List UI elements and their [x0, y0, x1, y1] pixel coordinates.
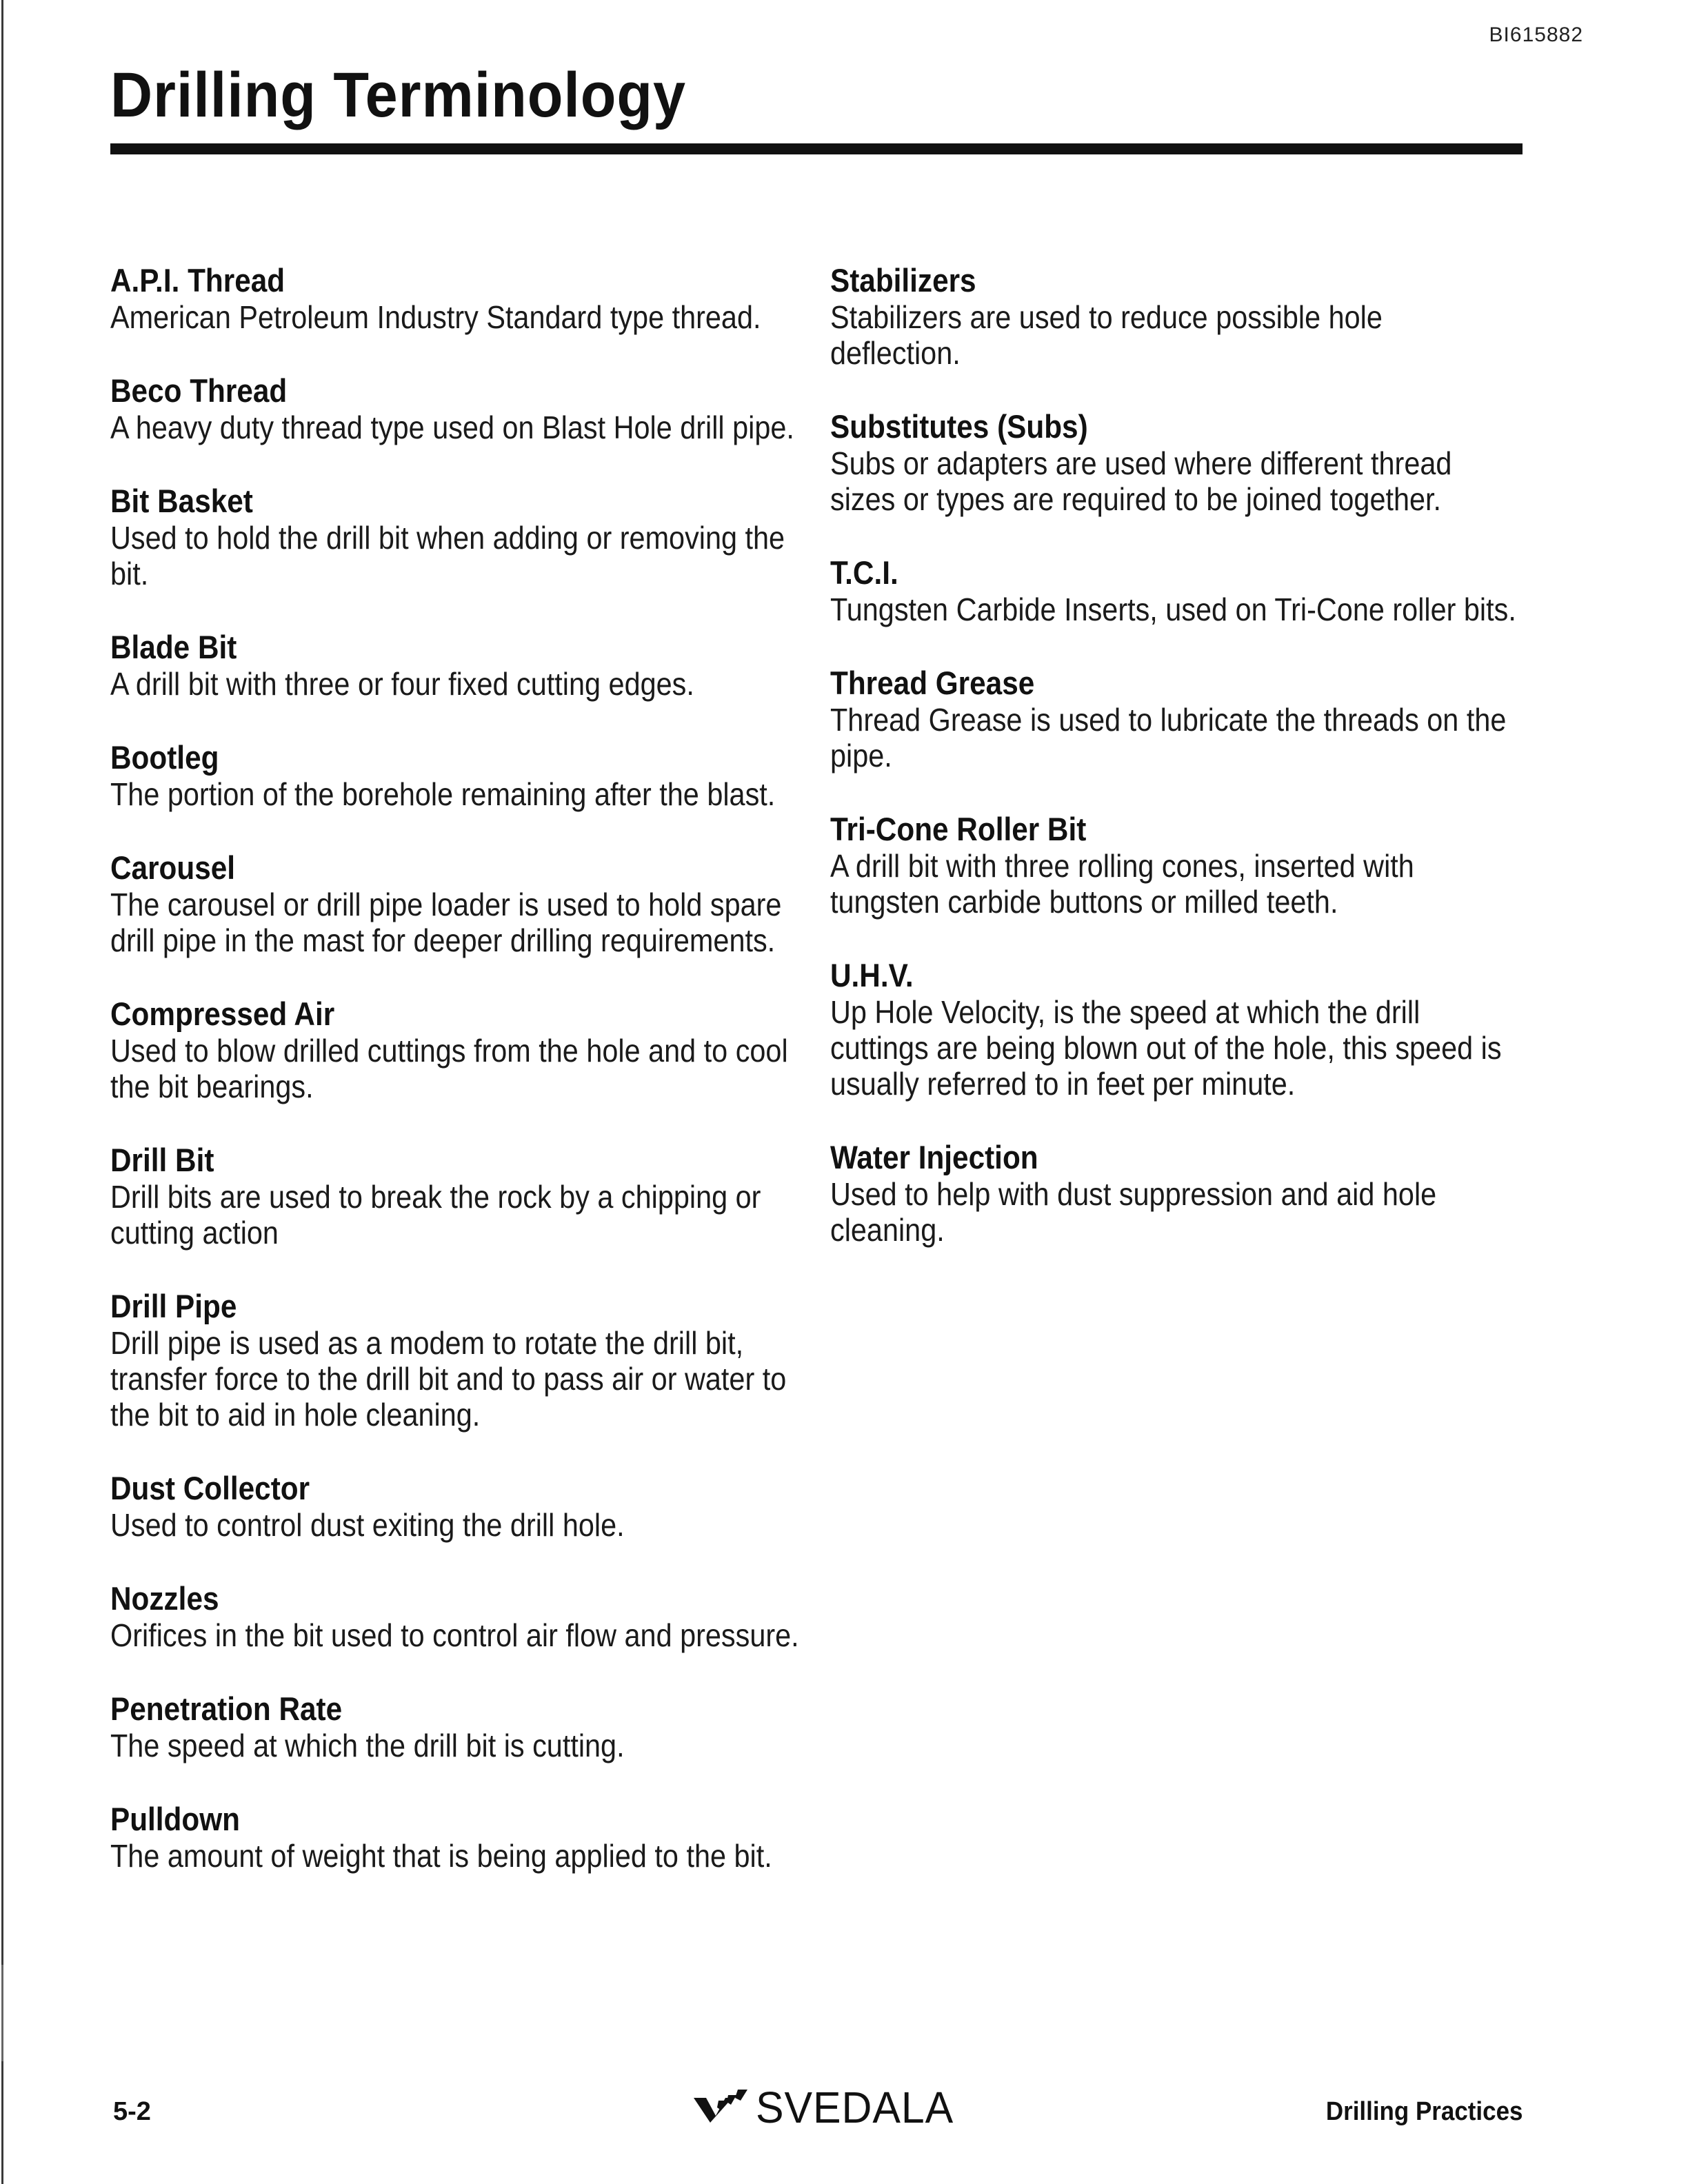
glossary-entry: [110, 849, 814, 958]
glossary-term: Thread Grease: [830, 665, 1035, 701]
glossary-entry: [110, 995, 814, 1104]
page-number: 5-2: [113, 2097, 151, 2126]
glossary-term: Dust Collector: [110, 1470, 310, 1506]
glossary-definition: Up Hole Velocity, is the speed at which the drill cuttings are being blown out of the hole, this speed is usually referred to in feet per minute.: [830, 994, 1502, 1102]
glossary-definition: Used to control dust exiting the drill hole.: [110, 1507, 625, 1543]
glossary-entry: [110, 372, 814, 445]
glossary-term: Bit Basket: [110, 483, 253, 519]
glossary-entry: [110, 483, 814, 592]
glossary-entry: [110, 629, 814, 702]
glossary-entry: [830, 1139, 1534, 1248]
glossary-term: Beco Thread: [110, 372, 288, 409]
glossary-term: Water Injection: [830, 1139, 1038, 1175]
title-rule: [110, 143, 1523, 154]
glossary-definition: A heavy duty thread type used on Blast Hole drill pipe.: [110, 410, 794, 445]
glossary-entry: [110, 1690, 814, 1763]
glossary-entry: [110, 1142, 814, 1251]
glossary-definition: American Petroleum Industry Standard type thread.: [110, 299, 761, 335]
page-footer: [0, 2082, 1688, 2137]
glossary-definition: Tungsten Carbide Inserts, used on Tri-Cone roller bits.: [830, 592, 1516, 627]
glossary-entry: [830, 554, 1534, 627]
glossary-entry: [110, 1580, 814, 1653]
glossary-term: Drill Pipe: [110, 1288, 237, 1324]
glossary-entry: [110, 1288, 814, 1433]
glossary-term: U.H.V.: [830, 957, 914, 993]
left-column: [110, 262, 814, 1911]
glossary-term: Nozzles: [110, 1580, 219, 1617]
glossary-term: Tri-Cone Roller Bit: [830, 811, 1087, 847]
glossary-entry: [830, 408, 1534, 517]
glossary-term: Stabilizers: [830, 262, 976, 299]
page-title: Drilling Terminology: [110, 60, 687, 130]
glossary-definition: The carousel or drill pipe loader is used to hold spare drill pipe in the mast for deeper drilling requirements.: [110, 887, 782, 958]
glossary-term: A.P.I. Thread: [110, 262, 285, 299]
glossary-term: Drill Bit: [110, 1142, 214, 1178]
glossary-definition: A drill bit with three rolling cones, inserted with tungsten carbide buttons or milled teeth.: [830, 848, 1414, 920]
glossary-term: Pulldown: [110, 1801, 240, 1837]
glossary-definition: Subs or adapters are used where different thread sizes or types are required to be joined together.: [830, 445, 1452, 517]
glossary-term: T.C.I.: [830, 554, 898, 591]
glossary-term: Substitutes (Subs): [830, 408, 1088, 445]
section-name: Drilling Practices: [1325, 2097, 1523, 2126]
glossary-definition: The amount of weight that is being applied to the bit.: [110, 1838, 772, 1874]
glossary-term: Carousel: [110, 849, 236, 886]
glossary-entry: [830, 262, 1534, 371]
glossary-definition: Drill bits are used to break the rock by a chipping or cutting action: [110, 1179, 761, 1251]
scan-edge-mark: [1, 1965, 3, 2061]
glossary-definition: Used to blow drilled cuttings from the hole and to cool the bit bearings.: [110, 1033, 788, 1104]
glossary-definition: Drill pipe is used as a modem to rotate the drill bit, transfer force to the drill bit and to pass air or water to the bit to aid in hole cleaning.: [110, 1325, 787, 1433]
glossary-term: Blade Bit: [110, 629, 237, 665]
glossary-entry: [830, 811, 1534, 920]
glossary-term: Bootleg: [110, 739, 219, 776]
glossary-entry: [110, 1470, 814, 1543]
glossary-definition: A drill bit with three or four fixed cutting edges.: [110, 666, 694, 702]
glossary-entry: [830, 957, 1534, 1102]
document-id: BI615882: [1489, 23, 1583, 46]
scan-edge-line: [1, 0, 3, 2184]
brand-name: SVEDALA: [756, 2083, 954, 2132]
glossary-definition: The portion of the borehole remaining after the blast.: [110, 776, 776, 812]
brand-logo: [692, 2082, 964, 2133]
glossary-definition: Stabilizers are used to reduce possible hole deflection.: [830, 299, 1383, 371]
glossary-definition: Used to help with dust suppression and aid hole cleaning.: [830, 1176, 1437, 1248]
glossary-entry: [110, 739, 814, 812]
glossary-definition: The speed at which the drill bit is cutting.: [110, 1728, 625, 1763]
glossary-definition: Used to hold the drill bit when adding or removing the bit.: [110, 520, 785, 592]
glossary-definition: Thread Grease is used to lubricate the threads on the pipe.: [830, 702, 1507, 774]
glossary-entry: [110, 1801, 814, 1874]
glossary-definition: Orifices in the bit used to control air flow and pressure.: [110, 1617, 799, 1653]
glossary-entry: [110, 262, 814, 335]
glossary-term: Penetration Rate: [110, 1690, 343, 1727]
glossary-entry: [830, 665, 1534, 774]
glossary-term: Compressed Air: [110, 995, 335, 1032]
right-column: [830, 262, 1534, 1285]
svedala-logo-icon: [692, 2088, 750, 2127]
